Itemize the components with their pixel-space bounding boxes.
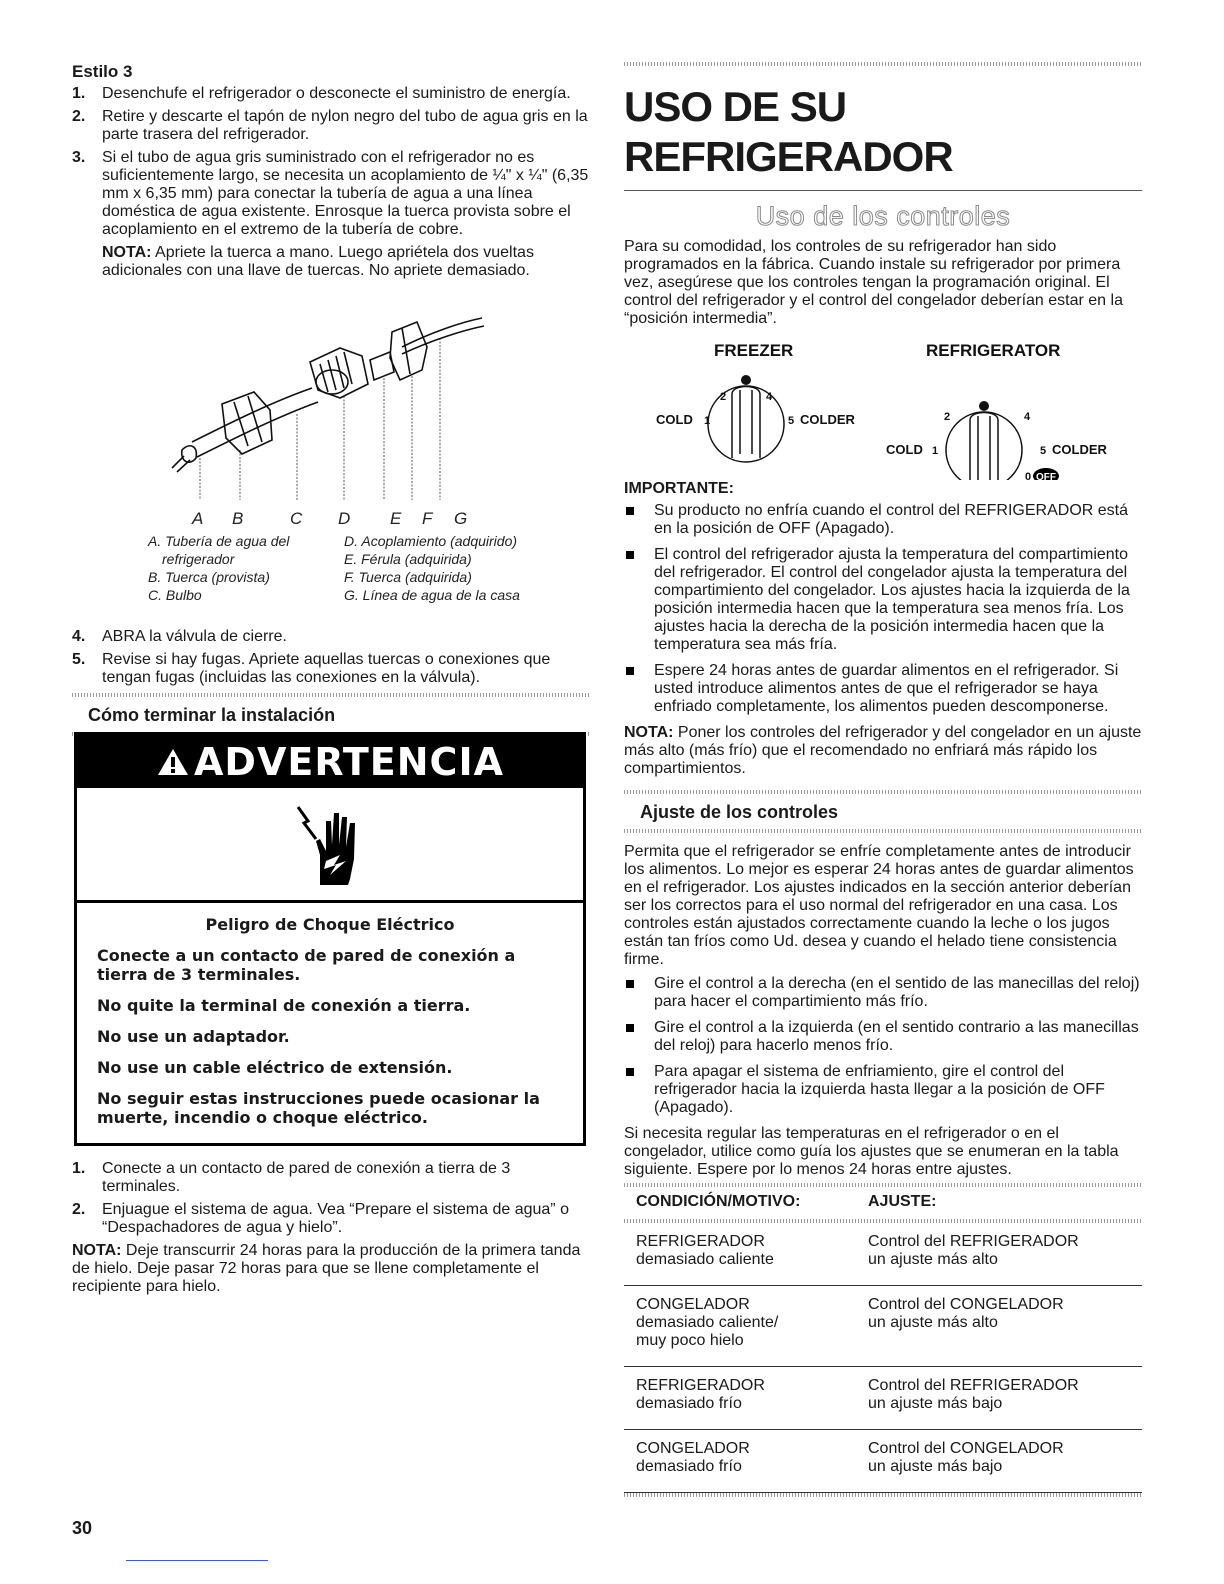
- warning-line: No use un cable eléctrico de extensión.: [97, 1058, 453, 1077]
- legend-item: D. Acoplamiento (adquirido): [344, 533, 518, 549]
- freezer-colder-label: COLDER: [800, 412, 855, 427]
- footer-line: [126, 1560, 268, 1561]
- svg-text:4: 4: [766, 391, 773, 403]
- important-list: [624, 502, 1142, 716]
- diagram-label-g: G: [454, 509, 468, 528]
- step-item: 2. Enjuague el sistema de agua. Vea “Prepare el sistema de agua” o “Despachadores de agua y hielo”.: [72, 1201, 569, 1236]
- warning-line: No seguir estas instrucciones puede ocasionar la muerte, incendio o choque eléctrico.: [97, 1089, 540, 1127]
- svg-text:5: 5: [1040, 445, 1047, 457]
- note-1: NOTA: Apriete la tuerca a mano. Luego apriétela dos vueltas adicionales con una llave de tuercas. No apriete demasiado.: [102, 244, 534, 279]
- legend-item: A. Tubería de agua del refrigerador: [148, 533, 290, 567]
- svg-text:0: 0: [1025, 471, 1032, 480]
- diagram-legend: [72, 532, 590, 622]
- column-header: AJUSTE:: [868, 1193, 937, 1210]
- control-dials: [624, 328, 1142, 480]
- legend-column-1: [148, 532, 348, 604]
- table-row: REFRIGERADOR demasiado frío Control del REFRIGERADOR un ajuste más bajo: [624, 1367, 1142, 1430]
- left-column: [72, 62, 590, 736]
- important-label: IMPORTANTE:: [624, 480, 734, 497]
- diagram-label-f: F: [422, 509, 433, 528]
- legend-item: C. Bulbo: [148, 587, 202, 603]
- adjust-intro: Permita que el refrigerador se enfríe completamente antes de introducir los alimentos. Lo mejor es esperar 24 horas antes de guardar alimentos en el refrigerador. Los ajustes indicados en la sección anterior deberían ser los correctos para el uso normal del refrigerador en una casa. Los controles están ajustados correctamente cuando la leche o los jugos están tan fríos como Ud. desea y cuando el helado tiene consistencia firme.: [624, 843, 1134, 968]
- fitting-illustration: [72, 292, 590, 532]
- svg-text:4: 4: [1024, 411, 1031, 423]
- refrigerator-label: REFRIGERATOR: [926, 341, 1061, 360]
- svg-text:2: 2: [944, 411, 951, 423]
- svg-text:2: 2: [720, 391, 727, 403]
- note-3: NOTA: Poner los controles del refrigerador y del congelador en un ajuste más alto (más frío) que el recomendado no enfriará más rápido los compartimientos.: [624, 724, 1142, 777]
- legend-column-2: [344, 532, 584, 604]
- hazard-label: Peligro de Choque Eléctrico: [205, 915, 455, 934]
- step-item: 1. Desenchufe el refrigerador o desconecte el suministro de energía.: [72, 85, 571, 102]
- right-column: [624, 62, 1142, 1497]
- list-item: Para apagar el sistema de enfriamiento, gire el control del refrigerador hacia la izquierda hasta llegar a la posición de OFF (Apagado).: [624, 1063, 1142, 1117]
- post-warning-steps: [72, 1160, 590, 1296]
- warning-box: [74, 732, 586, 1146]
- dials-illustration: [624, 328, 1142, 480]
- table-row: CONGELADOR demasiado frío Control del CONGELADOR un ajuste más bajo: [624, 1430, 1142, 1493]
- off-badge: [1033, 468, 1059, 480]
- section-title: Uso de los controles: [755, 201, 1011, 231]
- warning-line: No quite la terminal de conexión a tierra.: [97, 996, 471, 1015]
- adjust-outro: Si necesita regular las temperaturas en el refrigerador o en el congelador, utilice como guía los ajustes que se enumeran en la tabla siguiente. Espere por lo menos 24 horas entre ajustes.: [624, 1125, 1119, 1178]
- freezer-cold-label: COLD: [656, 412, 693, 427]
- off-label: OFF: [1036, 472, 1056, 480]
- adjust-table: [624, 1183, 1142, 1497]
- step-item: 3. Si el tubo de agua gris suministrado con el refrigerador no es suficientemente largo, se necesita un acoplamiento de ¼" x ¼" (6,35 mm x 6,35 mm) para conectar la tubería de agua a una línea doméstica de agua existente. Enrosque la tuerca provista sobre el acoplamiento en el extremo de la tubería de cobre.: [72, 149, 589, 238]
- warning-body: [77, 903, 583, 1127]
- divider: [624, 790, 1142, 794]
- install-steps-3: [72, 1160, 590, 1237]
- note-2: NOTA: Deje transcurrir 24 horas para la producción de la primera tanda de hielo. Deje pasar 72 horas para que se llene completamente el recipiente para hielo.: [72, 1242, 581, 1295]
- intro-paragraph: Para su comodidad, los controles de su refrigerador han sido programados en la fábrica. Cuando instale su refrigerador por primera vez, asegúrese que los controles tengan la programación original. El control del refrigerador y el control del congelador deberían estar en la “posición intermedia”.: [624, 238, 1123, 327]
- warning-header: [77, 735, 583, 788]
- install-steps-1: [72, 85, 590, 239]
- freezer-label: FREEZER: [714, 341, 794, 360]
- diagram-label-d: D: [338, 509, 351, 528]
- finish-install-heading: Cómo terminar la instalación: [88, 705, 336, 725]
- diagram-label-b: B: [232, 509, 244, 528]
- divider: [624, 190, 1142, 191]
- warning-icon-area: [77, 788, 583, 903]
- warning-title: ADVERTENCIA: [194, 739, 504, 784]
- legend-item: F. Tuerca (adquirida): [344, 569, 472, 585]
- step-item: 4. ABRA la válvula de cierre.: [72, 628, 287, 645]
- list-item: El control del refrigerador ajusta la temperatura del compartimiento del refrigerador. El control del congelador ajusta la temperatura del compartimiento del congelador. Los ajustes hacia la izquierda de la posición intermedia hacen que la temperatura sea menos fría. Los ajustes hacia la derecha de la posición intermedia hacen que la temperatura sea más fría.: [624, 546, 1142, 654]
- step-item: 2. Retire y descarte el tapón de nylon negro del tubo de agua gris en la parte trasera del refrigerador.: [72, 108, 588, 143]
- electric-shock-icon: [290, 799, 370, 889]
- legend-item: G. Línea de agua de la casa: [344, 587, 520, 603]
- list-item: Gire el control a la izquierda (en el sentido contrario a las manecillas del reloj) para hacerlo menos frío.: [624, 1019, 1142, 1055]
- page-number: 30: [72, 1518, 93, 1538]
- svg-text:1: 1: [932, 445, 939, 457]
- diagram-label-e: E: [390, 509, 402, 528]
- refrigerator-cold-label: COLD: [886, 442, 923, 457]
- install-steps-2: [72, 628, 590, 687]
- column-header: CONDICIÓN/MOTIVO:: [636, 1193, 801, 1210]
- refrigerator-colder-label: COLDER: [1052, 442, 1107, 457]
- svg-text:1: 1: [704, 415, 711, 427]
- step-item: 1. Conecte a un contacto de pared de conexión a tierra de 3 terminales.: [72, 1160, 511, 1195]
- step-item: 5. Revise si hay fugas. Apriete aquellas tuercas o conexiones que tengan fugas (incluidas las conexiones en la válvula).: [72, 651, 551, 686]
- legend-item: B. Tuerca (provista): [148, 569, 270, 585]
- warning-line: No use un adaptador.: [97, 1027, 290, 1046]
- list-item: Su producto no enfría cuando el control del REFRIGERADOR está en la posición de OFF (Apagado).: [624, 502, 1142, 538]
- adjust-list: [624, 975, 1142, 1117]
- svg-text:5: 5: [788, 415, 795, 427]
- table-row: CONGELADOR demasiado caliente/ muy poco hielo Control del CONGELADOR un ajuste más alto: [624, 1286, 1142, 1367]
- divider: [72, 693, 590, 697]
- style-heading: Estilo 3: [72, 62, 133, 81]
- divider: [624, 1493, 1142, 1497]
- table-header: [624, 1187, 1142, 1219]
- legend-item: E. Férula (adquirida): [344, 551, 472, 567]
- divider: [624, 829, 1142, 833]
- water-line-diagram: [72, 292, 590, 532]
- warning-line: Conecte a un contacto de pared de conexión a tierra de 3 terminales.: [97, 946, 516, 984]
- adjust-heading: Ajuste de los controles: [640, 802, 839, 822]
- divider: [624, 62, 1142, 66]
- warning-triangle-icon: [156, 747, 190, 777]
- table-row: REFRIGERADOR demasiado caliente Control del REFRIGERADOR un ajuste más alto: [624, 1223, 1142, 1286]
- page-title: USO DE SU REFRIGERADOR: [624, 83, 953, 180]
- list-item: Gire el control a la derecha (en el sentido de las manecillas del reloj) para hacer el compartimiento más frío.: [624, 975, 1142, 1011]
- diagram-label-c: C: [290, 509, 303, 528]
- diagram-label-a: A: [192, 509, 204, 528]
- list-item: Espere 24 horas antes de guardar alimentos en el refrigerador. Si usted introduce alimentos antes de que el refrigerador se haya enfriado completamente, los alimentos pueden descomponerse.: [624, 662, 1142, 716]
